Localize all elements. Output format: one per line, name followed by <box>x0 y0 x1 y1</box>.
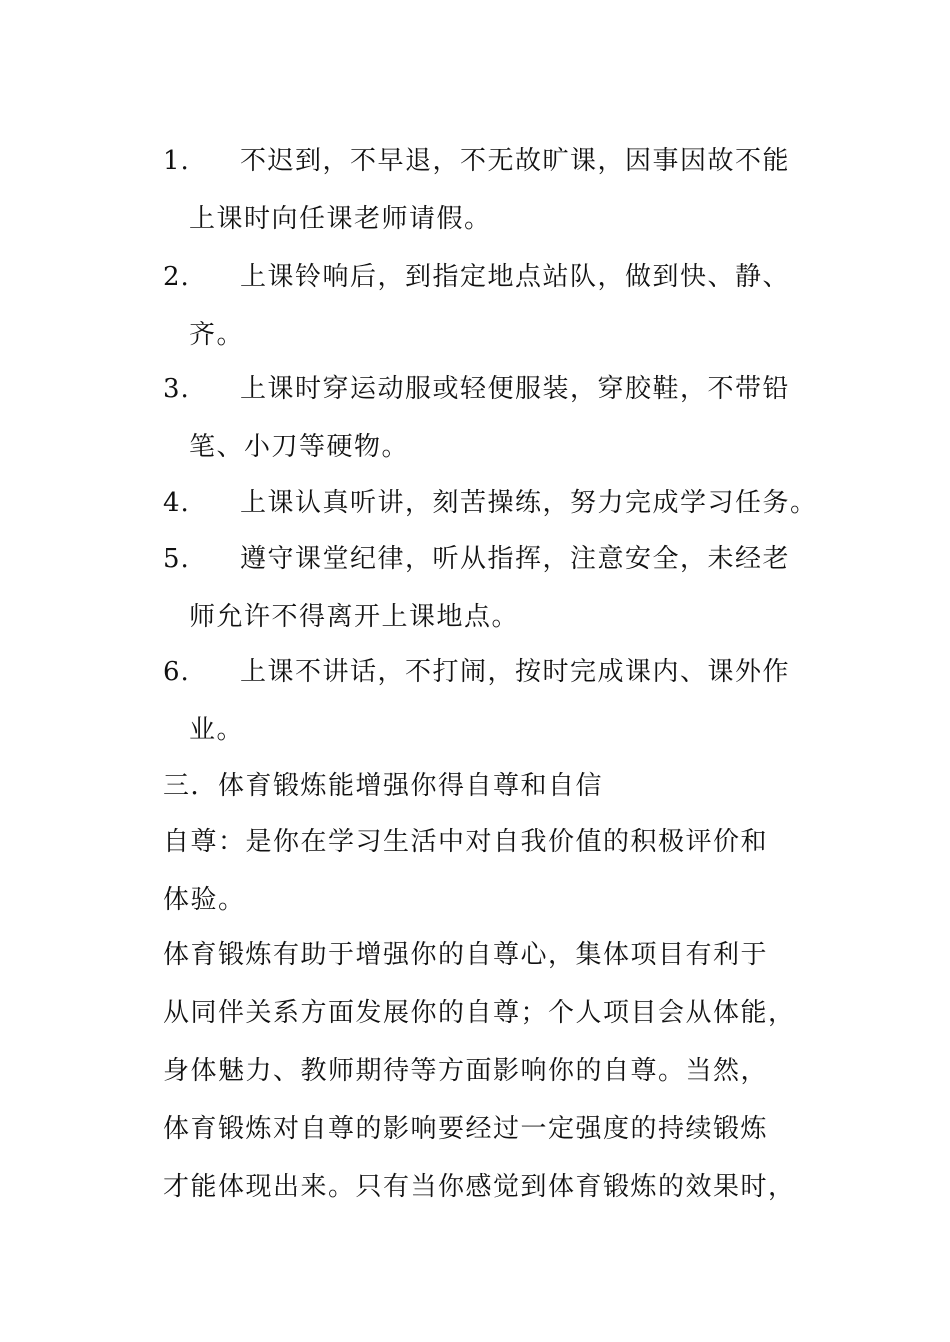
body-line: 身体魅力、教师期待等方面影响你的自尊。当然， <box>163 1056 769 1086</box>
body-paragraph <box>163 926 823 1216</box>
definition-paragraph <box>163 813 823 929</box>
list-text <box>189 360 823 476</box>
list-text-continuation: 笔、小刀等硬物。 <box>189 432 410 462</box>
list-text-continuation: 齐。 <box>189 320 245 350</box>
list-item-6 <box>163 643 823 759</box>
list-item-2 <box>163 248 823 364</box>
definition-line: 体验。 <box>163 885 246 915</box>
body-line: 从同伴关系方面发展你的自尊；个人项目会从体能， <box>163 998 796 1028</box>
list-number: 6. <box>163 657 190 687</box>
list-text-line: 上课铃响后，到指定地点站队，做到快、静、 <box>240 262 791 292</box>
list-item-3 <box>163 360 823 476</box>
list-text <box>189 530 823 646</box>
list-text <box>189 643 823 759</box>
list-number: 1. <box>163 146 190 176</box>
body-line: 体育锻炼对自尊的影响要经过一定强度的持续锻炼 <box>163 1114 769 1144</box>
list-item-4 <box>163 474 823 532</box>
list-text <box>189 132 823 248</box>
list-text-line: 上课时穿运动服或轻便服装，穿胶鞋，不带铅 <box>240 374 791 404</box>
list-item-1 <box>163 132 823 248</box>
section-heading <box>163 757 823 815</box>
list-text-line: 遵守课堂纪律，听从指挥，注意安全，未经老 <box>240 544 791 574</box>
list-text-line: 上课不讲话，不打闹，按时完成课内、课外作 <box>240 657 791 687</box>
list-number: 5. <box>163 544 190 574</box>
list-number: 3. <box>163 374 190 404</box>
list-number: 4. <box>163 488 190 518</box>
list-text-continuation: 上课时向任课老师请假。 <box>189 204 492 234</box>
list-text-continuation: 业。 <box>189 715 245 745</box>
list-text-continuation: 师允许不得离开上课地点。 <box>189 602 520 632</box>
section-heading-text: 三．体育锻炼能增强你得自尊和自信 <box>163 771 604 801</box>
list-text <box>240 474 823 532</box>
list-text-line: 不迟到，不早退，不无故旷课，因事因故不能 <box>240 146 791 176</box>
body-line: 体育锻炼有助于增强你的自尊心，集体项目有利于 <box>163 940 769 970</box>
list-text-line: 上课认真听讲，刻苦操练，努力完成学习任务。 <box>240 488 818 518</box>
body-line: 才能体现出来。只有当你感觉到体育锻炼的效果时， <box>163 1172 796 1202</box>
list-item-5 <box>163 530 823 646</box>
definition-line: 自尊：是你在学习生活中对自我价值的积极评价和 <box>163 827 769 857</box>
list-number: 2. <box>163 262 190 292</box>
list-text <box>189 248 823 364</box>
